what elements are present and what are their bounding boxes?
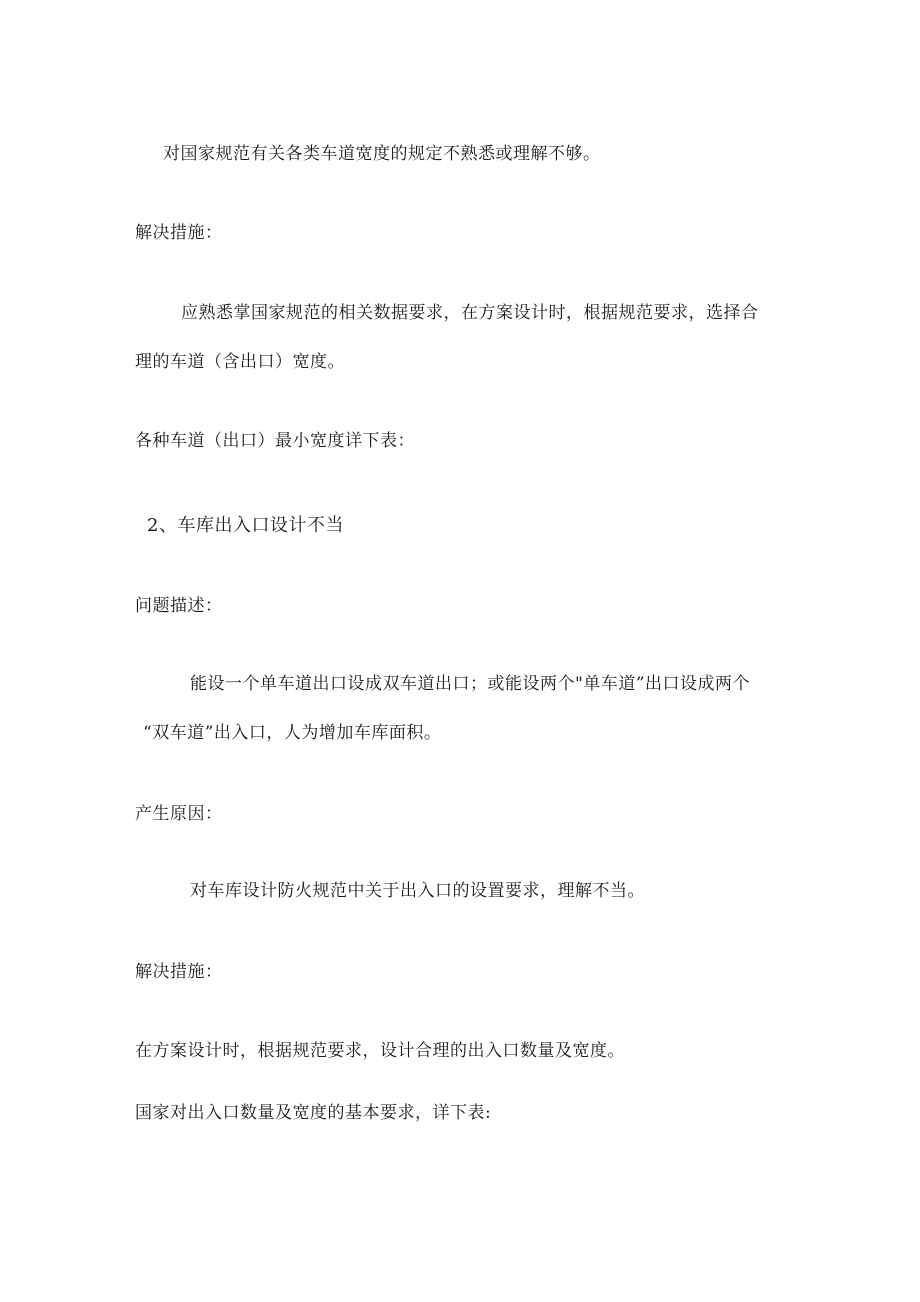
paragraph-solution-2: 在方案设计时，根据规范要求，设计合理的出入口数量及宽度。 (135, 1041, 625, 1061)
paragraph-solution-1-line-1: 应熟悉掌国家规范的相关数据要求，在方案设计时，根据规范要求，选择合 (181, 303, 759, 323)
section-heading-garage-entrance: 2、车库出入口设计不当 (147, 515, 344, 536)
paragraph-lane-table-intro: 各种车道（出口）最小宽度详下表： (135, 431, 415, 451)
paragraph-solution-1-line-2: 理的车道（含出口）宽度。 (135, 352, 345, 372)
label-problem-description: 问题描述： (135, 596, 223, 616)
label-cause: 产生原因： (135, 804, 223, 824)
paragraph-cause: 对车库设计防火规范中关于出入口的设置要求，理解不当。 (190, 881, 645, 901)
paragraph-entrance-table-intro: 国家对出入口数量及宽度的基本要求，详下表: (135, 1103, 492, 1123)
paragraph-lane-width-reason: 对国家规范有关各类车道宽度的规定不熟悉或理解不够。 (163, 144, 601, 164)
label-solution-1: 解决措施： (135, 223, 223, 243)
paragraph-problem-line-1: 能设一个单车道出口设成双车道出口；或能设两个"单车道”出口设成两个 (190, 674, 751, 694)
paragraph-problem-line-2: “双车道”出入口，人为增加车库面积。 (143, 723, 442, 743)
label-solution-2: 解决措施： (135, 962, 223, 982)
